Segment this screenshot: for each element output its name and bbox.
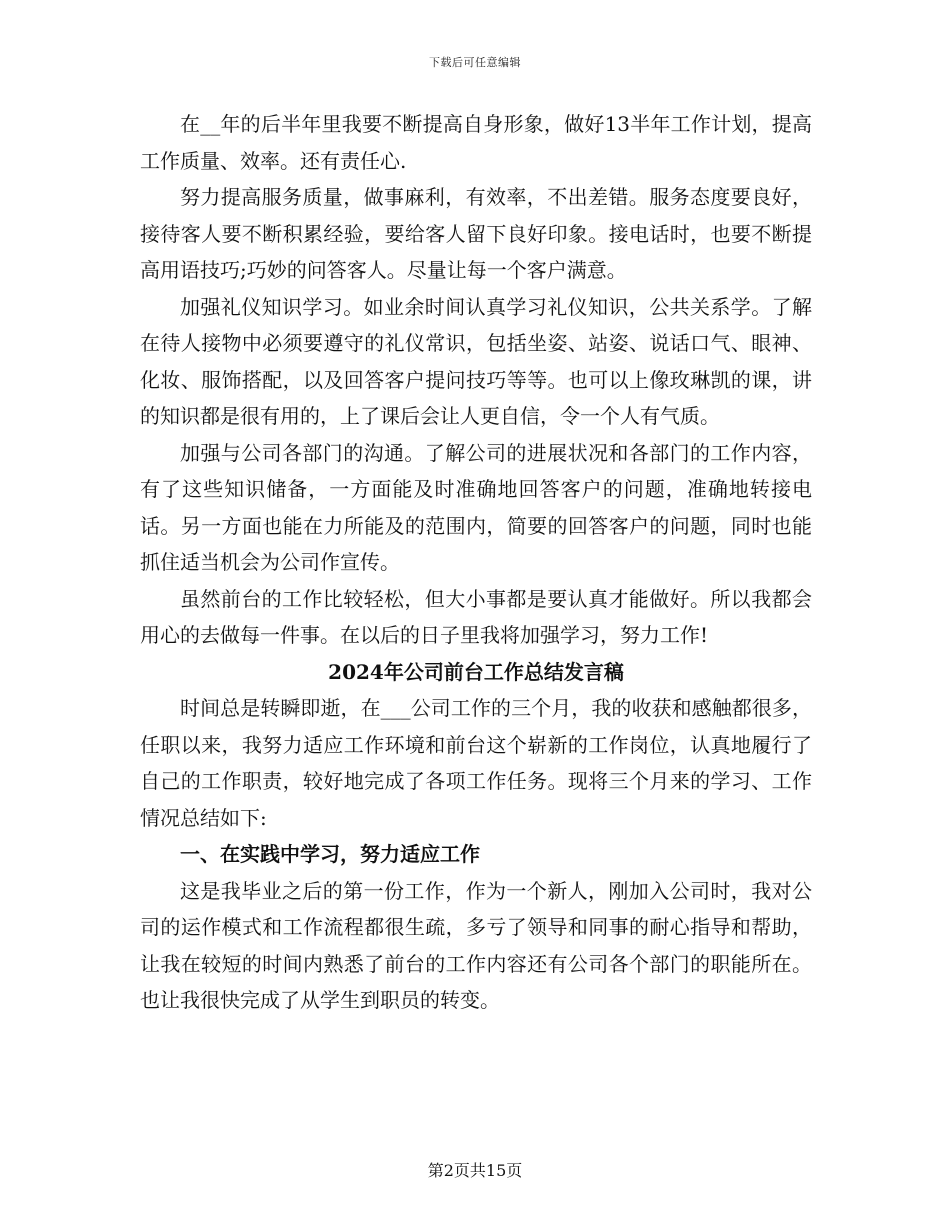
section-heading: 一、在实践中学习，努力适应工作 [180, 842, 480, 866]
paragraph: 虽然前台的工作比较轻松，但大小事都是要认真才能做好。所以我都会用心的去做每一件事。在以后的日子里我将加强学习，努力工作! [140, 586, 812, 647]
paragraph: 在__年的后半年里我要不断提高自身形象，做好13半年工作计划，提高工作质量、效率。还有责任心. [140, 112, 812, 173]
paragraph: 努力提高服务质量，做事麻利，有效率，不出差错。服务态度要良好，接待客人要不断积累经验，要给客人留下良好印象。接电话时，也要不断提高用语技巧;巧妙的问答客人。尽量让每一个客户满意。 [140, 185, 812, 282]
document-title: 2024年公司前台工作总结发言稿 [328, 659, 624, 684]
paragraph: 加强礼仪知识学习。如业余时间认真学习礼仪知识，公共关系学。了解在待人接物中必须要遵守的礼仪常识，包括坐姿、站姿、说话口气、眼神、化妆、服饰搭配，以及回答客户提问技巧等等。也可以上像玫琳凯的课，讲的知识都是很有用的，上了课后会让人更自信，令一个人有气质。 [140, 294, 812, 428]
paragraph: 这是我毕业之后的第一份工作，作为一个新人，刚加入公司时，我对公司的运作模式和工作流程都很生疏，多亏了领导和同事的耐心指导和帮助，让我在较短的时间内熟悉了前台的工作内容还有公司各个部门的职能所在。也让我很快完成了从学生到职员的转变。 [140, 878, 812, 1012]
intro-paragraph: 时间总是转瞬即逝，在___公司工作的三个月，我的收获和感触都很多，任职以来，我努力适应工作环境和前台这个崭新的工作岗位，认真地履行了自己的工作职责，较好地完成了各项工作任务。现将三个月来的学习、工作情况总结如下: [140, 696, 812, 830]
page-footer: 第2页共15页 [427, 1161, 523, 1180]
paragraph: 加强与公司各部门的沟通。了解公司的进展状况和各部门的工作内容，有了这些知识储备，一方面能及时准确地回答客户的问题，准确地转接电话。另一方面也能在力所能及的范围内，简要的回答客户的问题，同时也能抓住适当机会为公司作宣传。 [140, 440, 812, 574]
document-body [140, 106, 812, 1019]
page-header: 下载后可任意编辑 [429, 56, 521, 69]
